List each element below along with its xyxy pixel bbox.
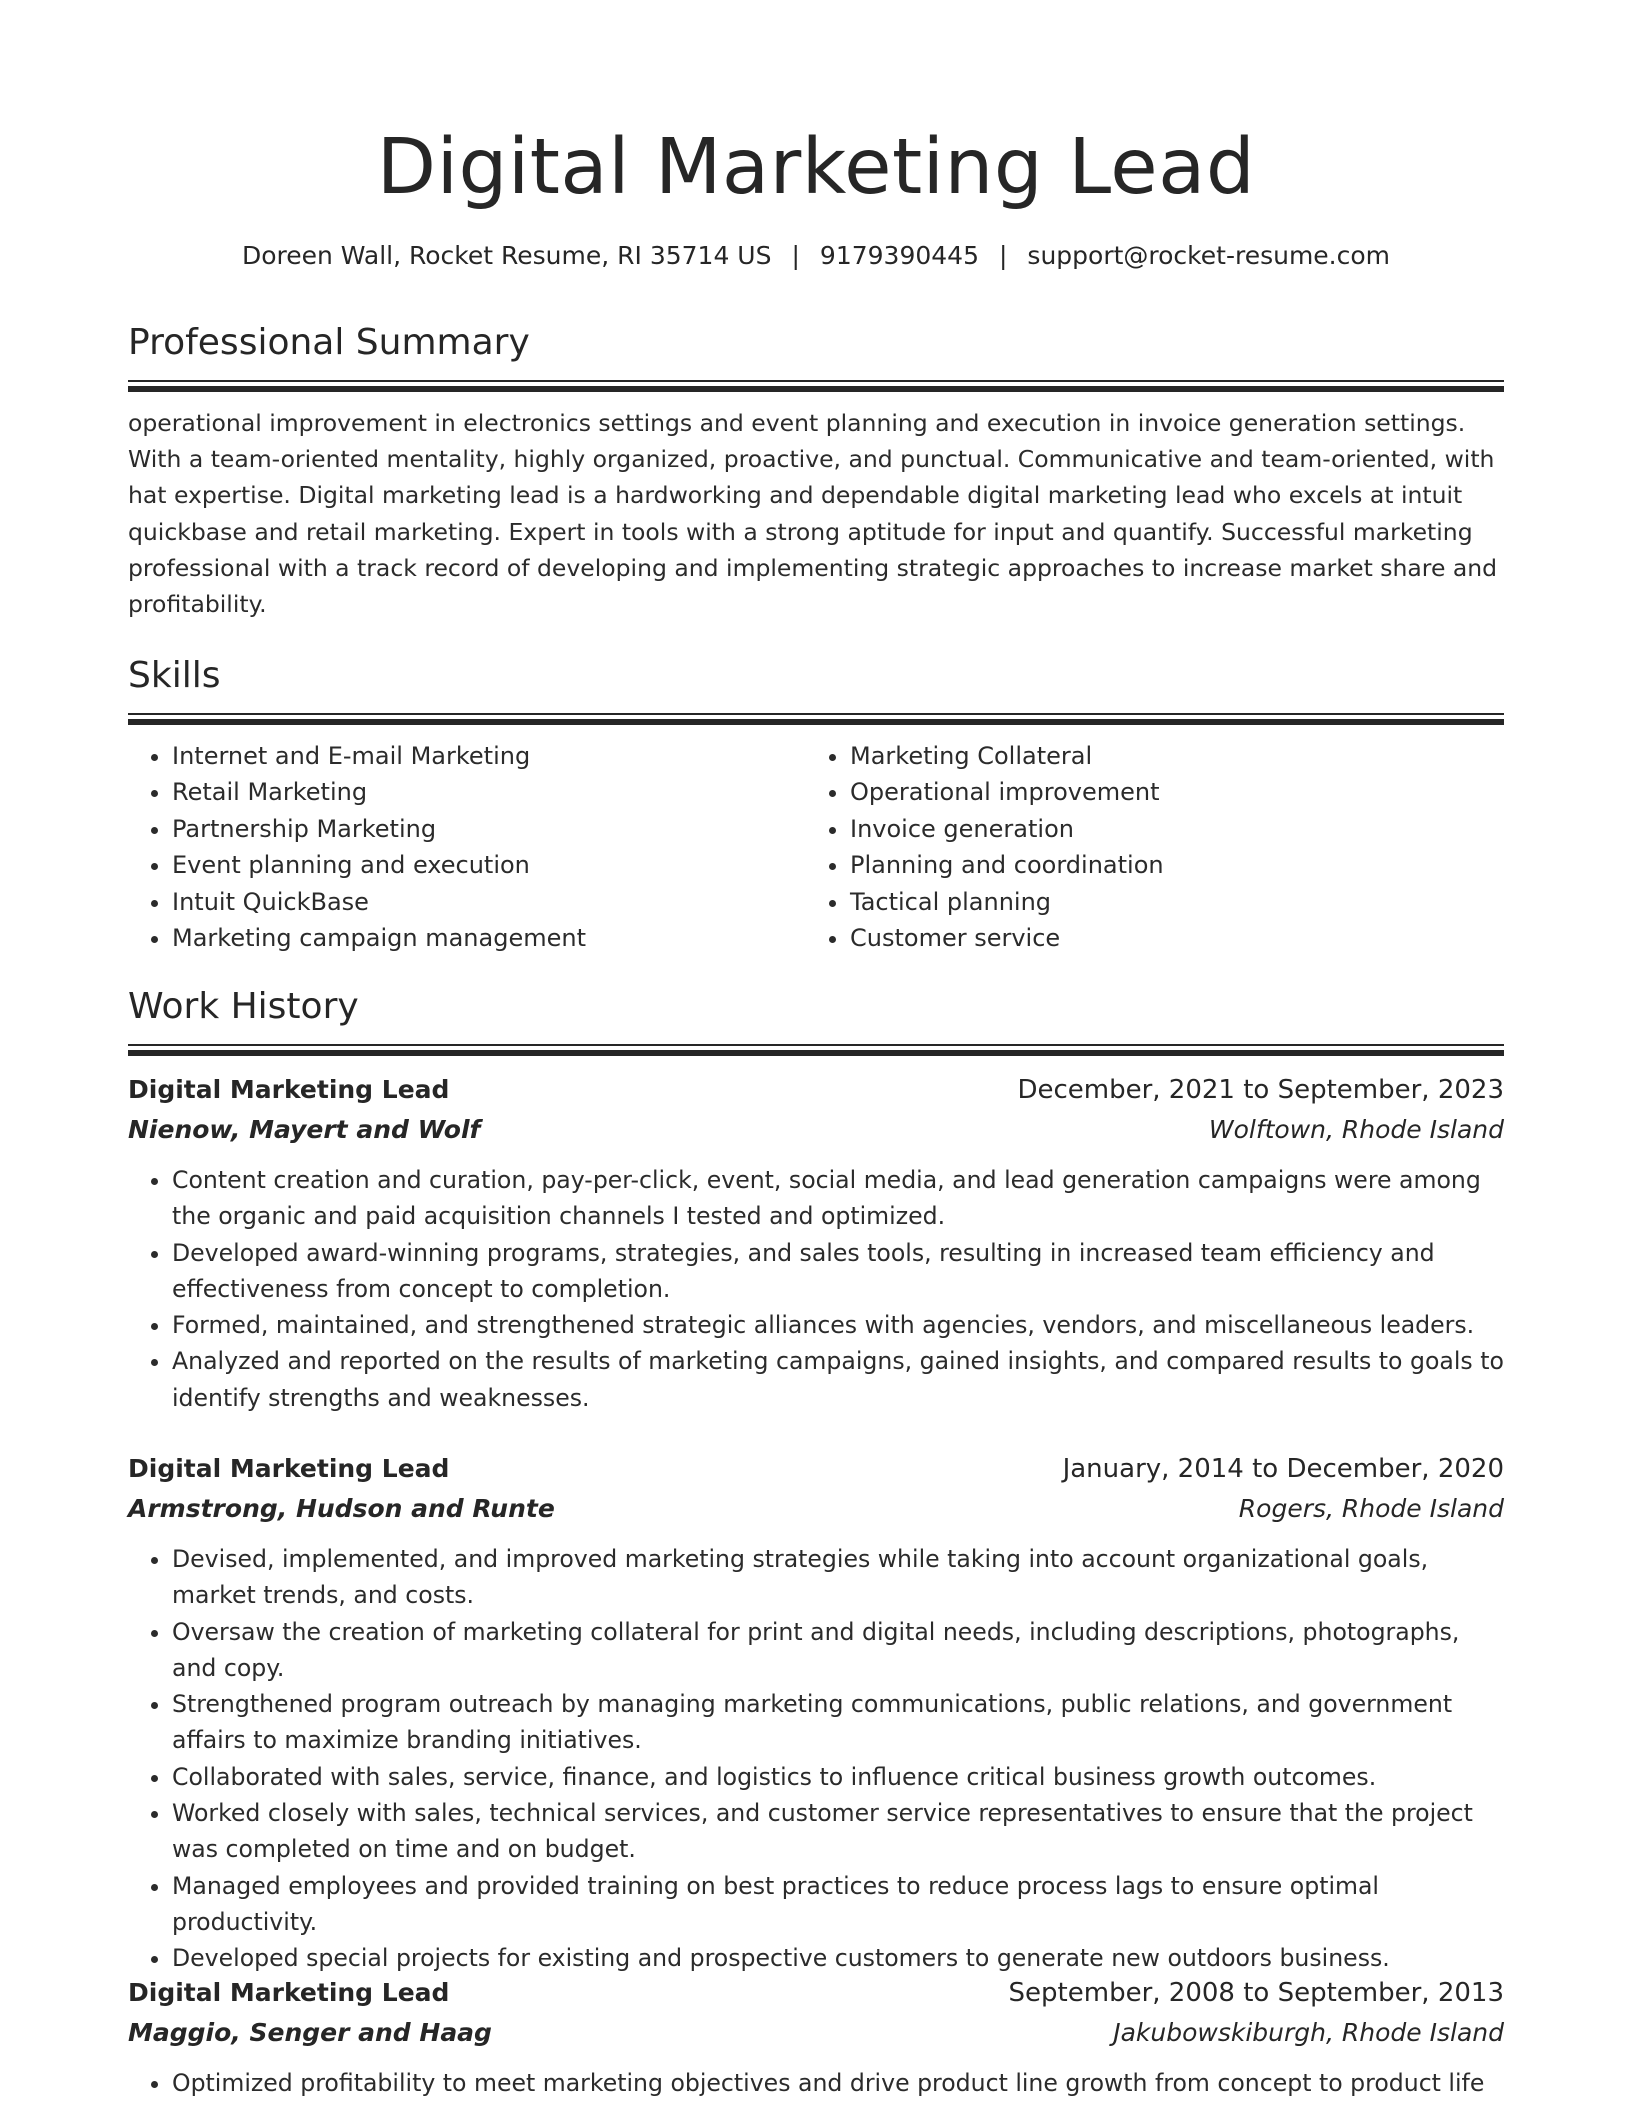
job-bullet: • Formed, maintained, and strengthened strategic alliances with agencies, vendors, and miscellaneous leaders. [172, 1307, 1504, 1343]
summary-text: operational improvement in electronics settings and event planning and execution in invoice generation settings. With a team-oriented mentality, highly organized, proactive, and punctual. Communicative and team-oriented, with hat expertise. Digital marketing lead is a hardworking and dependable digital marketing lead who excels at intuit quickbase and retail marketing. Expert in tools with a strong aptitude for input and quantify. Successful marketing professional with a track record of developing and implementing strategic approaches to increase market share and profitability. [128, 409, 1498, 619]
summary-heading: Professional Summary [128, 322, 530, 363]
work-section-header [128, 982, 1504, 1056]
job-bullets [128, 1541, 1504, 1977]
job-bullets [128, 2065, 1504, 2101]
job-bullet: • Analyzed and reported on the results of marketing campaigns, gained insights, and compared results to goals to identify strengths and weaknesses. [172, 1343, 1504, 1416]
job-entry [128, 1070, 1504, 1416]
work-heading: Work History [128, 986, 359, 1027]
job-title: Digital Marketing Lead [128, 1978, 450, 2007]
job-bullet: • Managed employees and provided training on best practices to reduce process lags to ensure optimal productivity. [172, 1868, 1504, 1941]
job-company: Armstrong, Hudson and Runte [128, 1494, 555, 1523]
job-bullet: • Strengthened program outreach by managing marketing communications, public relations, and government affairs to maximize branding initiatives. [172, 1686, 1504, 1759]
contact-separator: | [998, 241, 1008, 270]
job-bullet: • Developed special projects for existing and prospective customers to generate new outdoors business. [172, 1940, 1504, 1976]
skills-column-left [128, 738, 806, 956]
skill-item: • Partnership Marketing [172, 811, 806, 847]
skills-heading: Skills [128, 655, 221, 696]
skill-item: • Retail Marketing [172, 774, 806, 810]
job-entry [128, 1973, 1504, 2101]
job-company: Maggio, Senger and Haag [128, 2018, 492, 2047]
contact-separator: | [791, 241, 800, 270]
job-company: Nienow, Mayert and Wolf [128, 1115, 481, 1144]
skill-item: • Operational improvement [850, 774, 1484, 810]
skill-item: • Tactical planning [850, 884, 1484, 920]
contact-address: Doreen Wall, Rocket Resume, RI 35714 US [241, 241, 772, 270]
job-dates: January, 2014 to December, 2020 [1062, 1454, 1504, 1484]
skill-item: • Internet and E-mail Marketing [172, 738, 806, 774]
job-dates: December, 2021 to September, 2023 [1017, 1075, 1504, 1105]
job-title: Digital Marketing Lead [128, 1454, 450, 1483]
section-divider [128, 380, 1504, 392]
job-bullet: • Developed award-winning programs, strategies, and sales tools, resulting in increased team efficiency and effectiveness from concept to completion. [172, 1235, 1504, 1308]
skills-column-right [806, 738, 1484, 956]
contact-email: support@rocket-resume.com [1027, 241, 1391, 270]
skill-item: • Invoice generation [850, 811, 1484, 847]
job-location: Jakubowskiburgh, Rhode Island [1113, 2018, 1504, 2047]
contact-line [128, 237, 1504, 275]
job-bullet: • Content creation and curation, pay-per-click, event, social media, and lead generation campaigns were among the organic and paid acquisition channels I tested and optimized. [172, 1162, 1504, 1235]
section-divider [128, 713, 1504, 725]
skills-section-header [128, 651, 1504, 725]
section-divider [128, 1044, 1504, 1056]
job-bullet: • Devised, implemented, and improved marketing strategies while taking into account organizational goals, market trends, and costs. [172, 1541, 1504, 1614]
summary-section-header [128, 318, 1504, 392]
resume-title: Digital Marketing Lead [376, 123, 1256, 212]
job-entry [128, 1449, 1504, 1977]
skill-item: • Planning and coordination [850, 847, 1484, 883]
skill-item: • Marketing Collateral [850, 738, 1484, 774]
skill-item: • Customer service [850, 920, 1484, 956]
skill-item: • Marketing campaign management [172, 920, 806, 956]
job-location: Wolftown, Rhode Island [1208, 1115, 1504, 1144]
skill-item: • Event planning and execution [172, 847, 806, 883]
job-bullet: • Worked closely with sales, technical services, and customer service representatives to ensure that the project was completed on time and on budget. [172, 1795, 1504, 1868]
skills-list [128, 738, 1504, 956]
job-bullets [128, 1162, 1504, 1416]
contact-phone: 9179390445 [819, 241, 979, 270]
job-bullet: • Oversaw the creation of marketing collateral for print and digital needs, including descriptions, photographs, and copy. [172, 1614, 1504, 1687]
job-dates: September, 2008 to September, 2013 [1008, 1978, 1504, 2008]
job-location: Rogers, Rhode Island [1238, 1494, 1504, 1523]
skill-item: • Intuit QuickBase [172, 884, 806, 920]
job-title: Digital Marketing Lead [128, 1075, 450, 1104]
job-bullet: • Collaborated with sales, service, finance, and logistics to influence critical business growth outcomes. [172, 1759, 1504, 1795]
job-bullet: • Optimized profitability to meet marketing objectives and drive product line growth from concept to product life [172, 2065, 1504, 2101]
